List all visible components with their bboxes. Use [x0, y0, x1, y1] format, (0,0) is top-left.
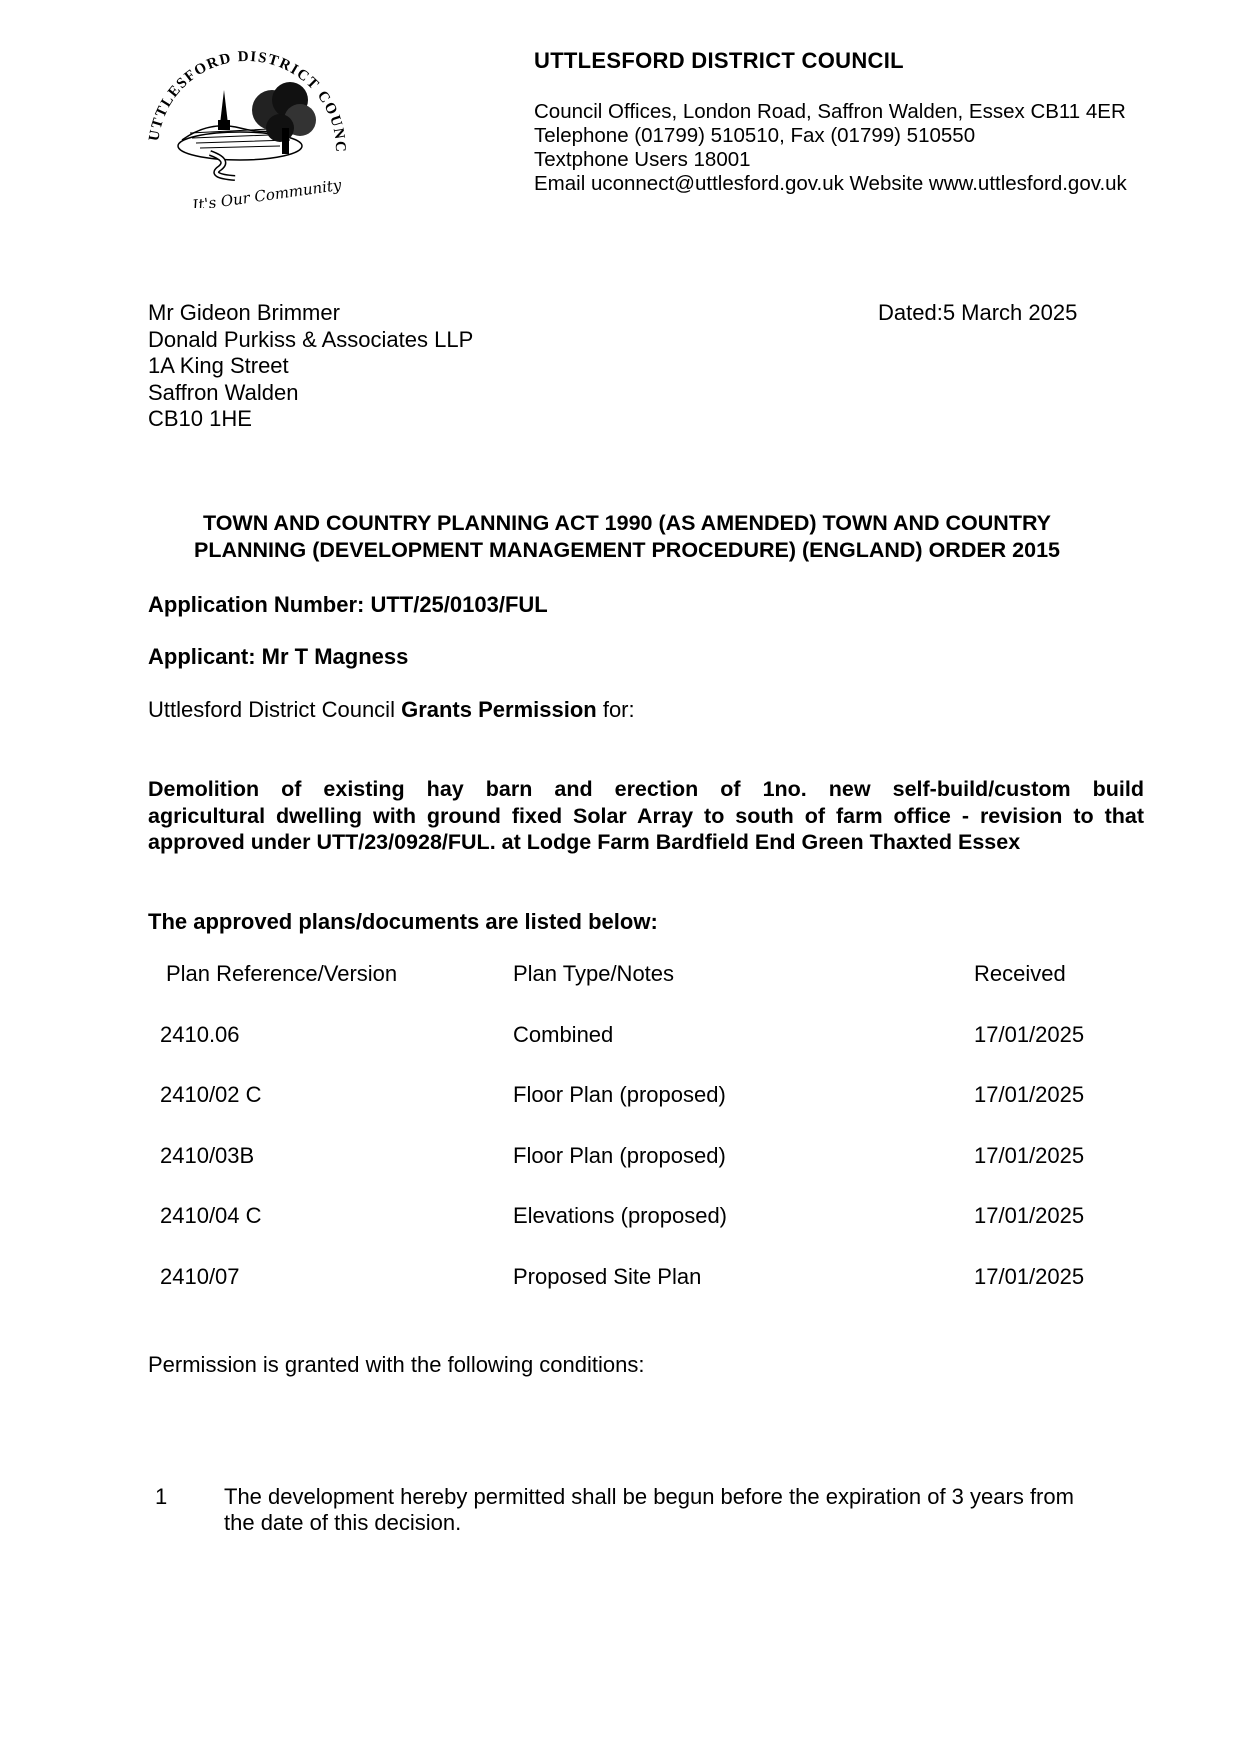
plan-row-2-received: 17/01/2025	[974, 1082, 1085, 1107]
description-line-3: approved under UTT/23/0928/FUL. at Lodge Farm Bardfield End Green Thaxted Essex	[148, 830, 1021, 854]
application-number: Application Number: UTT/25/0103/FUL	[148, 592, 548, 617]
plan-row-3-received: 17/01/2025	[974, 1143, 1085, 1168]
recipient-postcode: CB10 1HE	[148, 406, 252, 431]
logo-motto: It's Our Community	[191, 175, 343, 208]
plan-row-5-received: 17/01/2025	[974, 1264, 1085, 1289]
condition-1-text	[224, 1484, 1074, 1536]
act-heading	[148, 510, 1106, 564]
description-line-1: Demolition of existing hay barn and erection of 1no. new self-build/custom build	[148, 777, 1144, 801]
council-contact-block	[534, 100, 1127, 196]
plan-row-2-type: Floor Plan (proposed)	[513, 1082, 726, 1107]
grant-suffix: for:	[596, 697, 635, 722]
plan-row-4-type: Elevations (proposed)	[513, 1203, 728, 1228]
plan-row-3-ref: 2410/03B	[160, 1143, 255, 1168]
plan-row-5-type: Proposed Site Plan	[513, 1264, 702, 1289]
description-line-2: agricultural dwelling with ground fixed Solar Array to south of farm office - revision to that	[148, 803, 1144, 828]
table-header-reference: Plan Reference/Version	[166, 961, 398, 986]
recipient-town: Saffron Walden	[148, 379, 299, 405]
grant-emphasis: Grants Permission	[401, 697, 597, 722]
plan-row-1-type: Combined	[513, 1022, 614, 1047]
grant-prefix: Uttlesford District Council	[148, 697, 402, 722]
council-email-website: Email uconnect@uttlesford.gov.uk Website www.uttlesford.gov.uk	[534, 172, 1127, 195]
council-name: UTTLESFORD DISTRICT COUNCIL	[534, 48, 904, 73]
condition-1-number: 1	[155, 1484, 168, 1509]
plan-row-5-ref: 2410/07	[160, 1264, 240, 1289]
act-heading-line-2: PLANNING (DEVELOPMENT MANAGEMENT PROCEDURE) (ENGLAND) ORDER 2015	[193, 538, 1061, 562]
council-logo	[140, 28, 360, 208]
plans-heading: The approved plans/documents are listed below:	[148, 909, 658, 934]
grant-statement	[148, 697, 635, 723]
condition-1-line-1: The development hereby permitted shall be begun before the expiration of 3 years from	[224, 1484, 1074, 1509]
recipient-street: 1A King Street	[148, 353, 289, 378]
development-description	[148, 776, 1144, 856]
svg-text:UTTLESFORD DISTRICT COUNCIL	[140, 28, 348, 154]
council-address: Council Offices, London Road, Saffron Walden, Essex CB11 4ER	[534, 100, 1126, 123]
table-header-received: Received	[974, 961, 1066, 986]
council-phone: Telephone (01799) 510510, Fax (01799) 510550	[534, 124, 976, 147]
table-header-type: Plan Type/Notes	[513, 961, 675, 986]
plan-row-2-ref: 2410/02 C	[160, 1082, 262, 1107]
plan-row-1-ref: 2410.06	[160, 1022, 240, 1047]
plan-row-4-ref: 2410/04 C	[160, 1203, 262, 1228]
act-heading-line-1: TOWN AND COUNTRY PLANNING ACT 1990 (AS AMENDED) TOWN AND COUNTRY	[202, 511, 1052, 535]
council-crest-icon	[140, 28, 360, 208]
conditions-intro: Permission is granted with the following conditions:	[148, 1352, 645, 1377]
plan-row-4-received: 17/01/2025	[974, 1203, 1085, 1228]
plan-row-1-received: 17/01/2025	[974, 1022, 1085, 1047]
recipient-name: Mr Gideon Brimmer	[148, 300, 340, 325]
plan-row-3-type: Floor Plan (proposed)	[513, 1143, 726, 1168]
recipient-address	[148, 300, 473, 433]
recipient-company: Donald Purkiss & Associates LLP	[148, 326, 474, 352]
letter-date: Dated:5 March 2025	[878, 300, 1078, 325]
condition-1-line-2: the date of this decision.	[224, 1510, 462, 1535]
applicant: Applicant: Mr T Magness	[148, 644, 409, 669]
council-textphone: Textphone Users 18001	[534, 148, 751, 171]
logo-arc-text: UTTLESFORD DISTRICT COUNC	[146, 48, 349, 154]
